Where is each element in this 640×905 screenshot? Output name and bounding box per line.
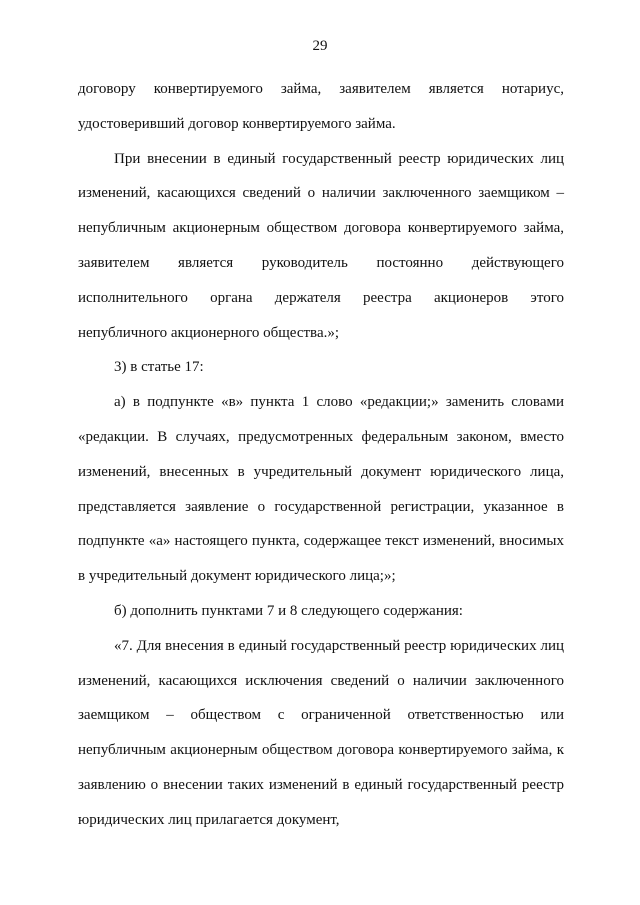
paragraph: договору конвертируемого займа, заявителем является нотариус, удостоверивший договор конвертируемого займа.: [78, 81, 564, 132]
paragraph: 3) в статье 17:: [114, 359, 204, 376]
paragraph: При внесении в единый государственный реестр юридических лиц изменений, касающихся сведений о наличии заключенного заемщиком – непубличным акционерным обществом договора конвертируемого займа, заявителем является руководитель постоянно действующего исполнительного органа держателя реестра акционеров этого непубличного акционерного общества.»;: [78, 150, 564, 341]
paragraph: б) дополнить пунктами 7 и 8 следующего содержания:: [114, 602, 463, 619]
page-number: 29: [312, 38, 328, 54]
paragraph: а) в подпункте «в» пункта 1 слово «редакции;» заменить словами «редакции. В случаях, предусмотренных федеральным законом, вместо изменений, внесенных в учредительный документ юридического лица, представляется заявление о государственной регистрации, указанное в подпункте «а» настоящего пункта, содержащее текст изменений, вносимых в учредительный документ юридического лица;»;: [78, 394, 564, 585]
paragraph: «7. Для внесения в единый государственный реестр юридических лиц изменений, касающихся исключения сведений о наличии заключенного заемщиком – обществом с ограниченной ответственностью или непубличным акционерным обществом договора конвертируемого займа, к заявлению о внесении таких изменений в единый государственный реестр юридических лиц прилагается документ,: [78, 637, 564, 828]
document-body: [78, 72, 564, 838]
